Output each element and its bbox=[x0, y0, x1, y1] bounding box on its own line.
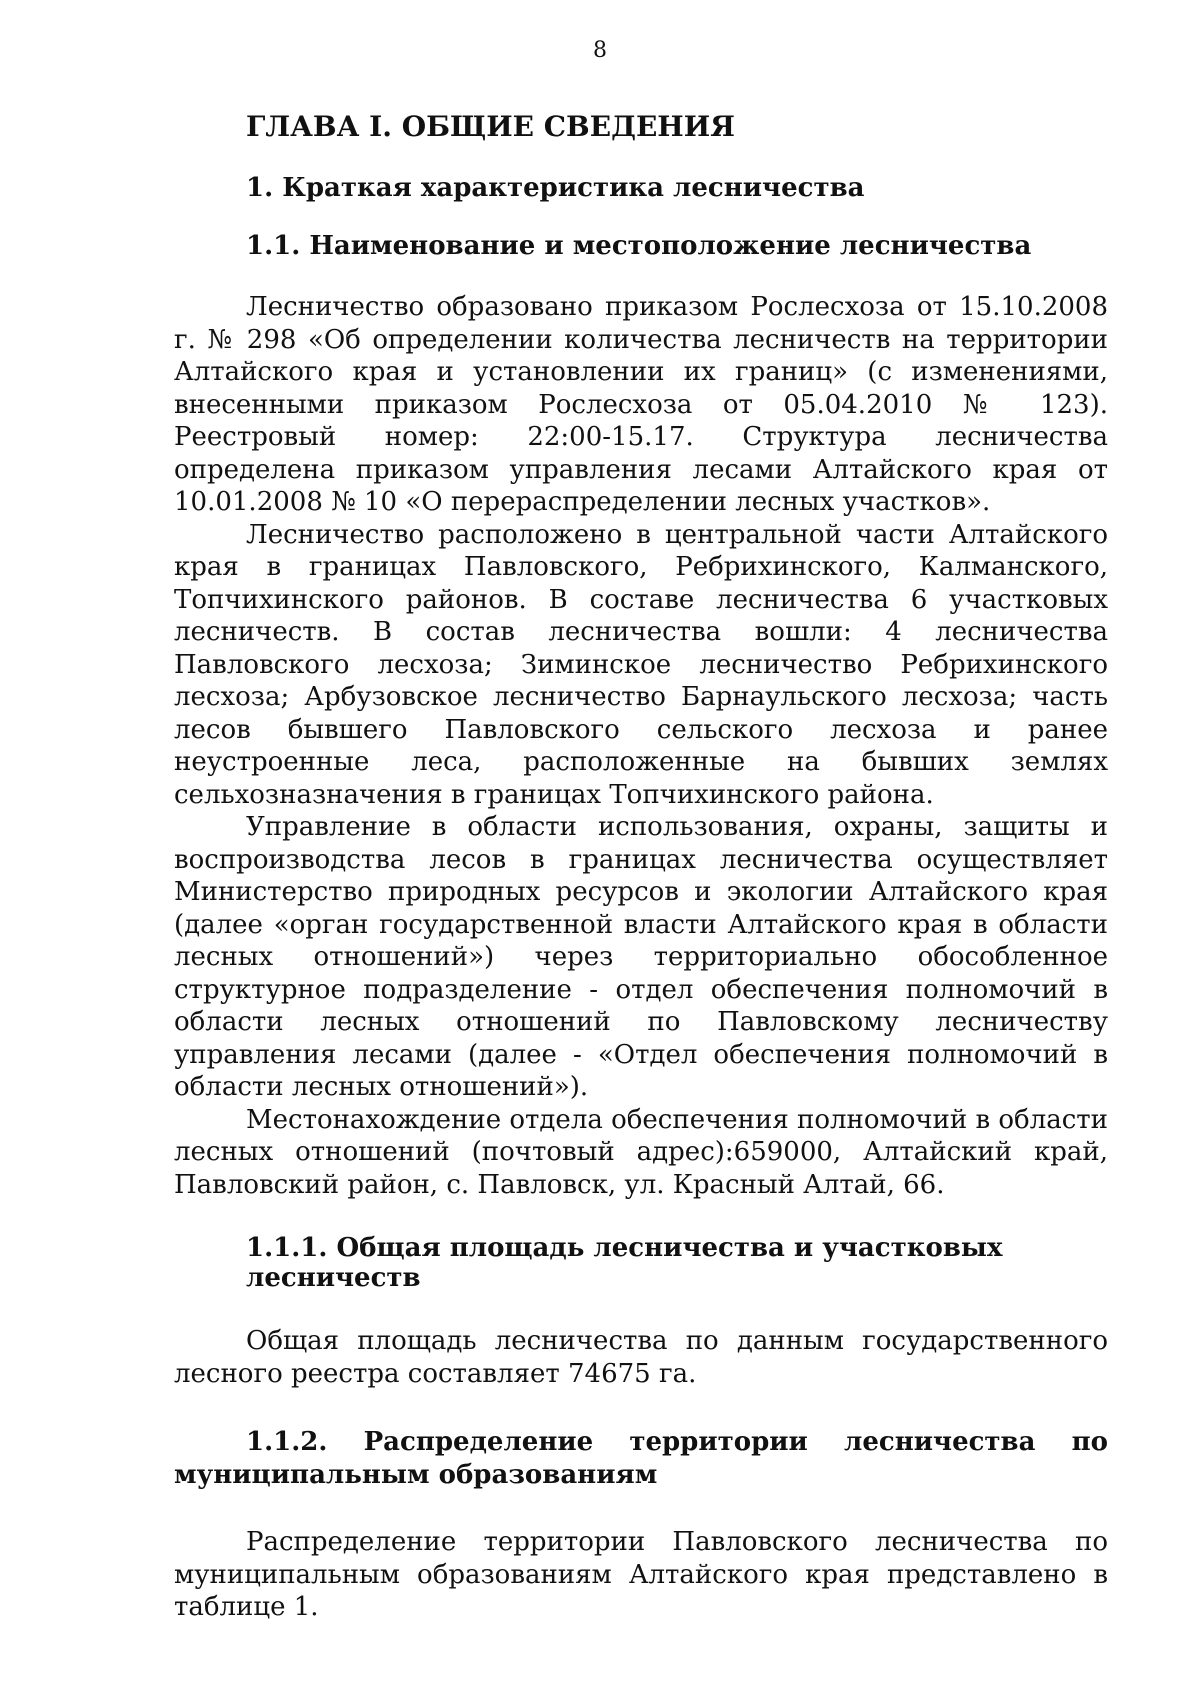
document-body bbox=[174, 110, 1108, 1624]
section-heading-1-1-2: 1.1.2. Распределение территории лесничества по муниципальным образованиям bbox=[174, 1427, 1108, 1490]
paragraph-location: Лесничество расположено в центральной части Алтайского края в границах Павловского, Ребрихинского, Калманского, Топчихинского районов. В составе лесничества 6 участковых лесничеств. В состав лесничества вошли: 4 лесничества Павловского лесхоза; Зиминское лесничество Ребрихинского лесхоза; Арбузовское лесничество Барнаульского лесхоза; часть лесов бывшего Павловского сельского лесхоза и ранее неустроенные леса, расположенные на бывших землях сельхозназначения в границах Топчихинского района. bbox=[174, 519, 1108, 810]
section-heading-1-1-1: 1.1.1. Общая площадь лесничества и участковых лесничеств bbox=[246, 1233, 1003, 1293]
page-number: 8 bbox=[593, 38, 607, 63]
paragraph-total-area: Общая площадь лесничества по данным государственного лесного реестра составляет 74675 га. bbox=[174, 1326, 1108, 1389]
section-heading-1: 1. Краткая характеристика лесничества bbox=[246, 173, 865, 203]
paragraph-management: Управление в области использования, охраны, защиты и воспроизводства лесов в границах лесничества осуществляет Министерство природных ресурсов и экологии Алтайского края (далее «орган государственной власти Алтайского края в области лесных отношений») через территориально обособленное структурное подразделение - отдел обеспечения полномочий в области лесных отношений по Павловскому лесничеству управления лесами (далее - «Отдел обеспечения полномочий в области лесных отношений»). bbox=[174, 812, 1108, 1102]
paragraph-establishment: Лесничество образовано приказом Рослесхоза от 15.10.2008 г. № 298 «Об определении количества лесничеств на территории Алтайского края и установлении их границ» (с изменениями, внесенными приказом Рослесхоза от 05.04.2010 № 123). Реестровый номер: 22:00-15.17. Структура лесничества определена приказом управления лесами Алтайского края от 10.01.2008 № 10 «О перераспределении лесных участков». bbox=[174, 292, 1108, 517]
paragraph-distribution: Распределение территории Павловского лесничества по муниципальным образованиям Алтайского края представлено в таблице 1. bbox=[174, 1527, 1108, 1622]
chapter-title: ГЛАВА I. ОБЩИЕ СВЕДЕНИЯ bbox=[246, 110, 735, 143]
paragraph-address: Местонахождение отдела обеспечения полномочий в области лесных отношений (почтовый адрес):659000, Алтайский край, Павловский район, с. Павловск, ул. Красный Алтай, 66. bbox=[174, 1104, 1108, 1200]
section-heading-1-1: 1.1. Наименование и местоположение лесничества bbox=[246, 231, 1032, 261]
